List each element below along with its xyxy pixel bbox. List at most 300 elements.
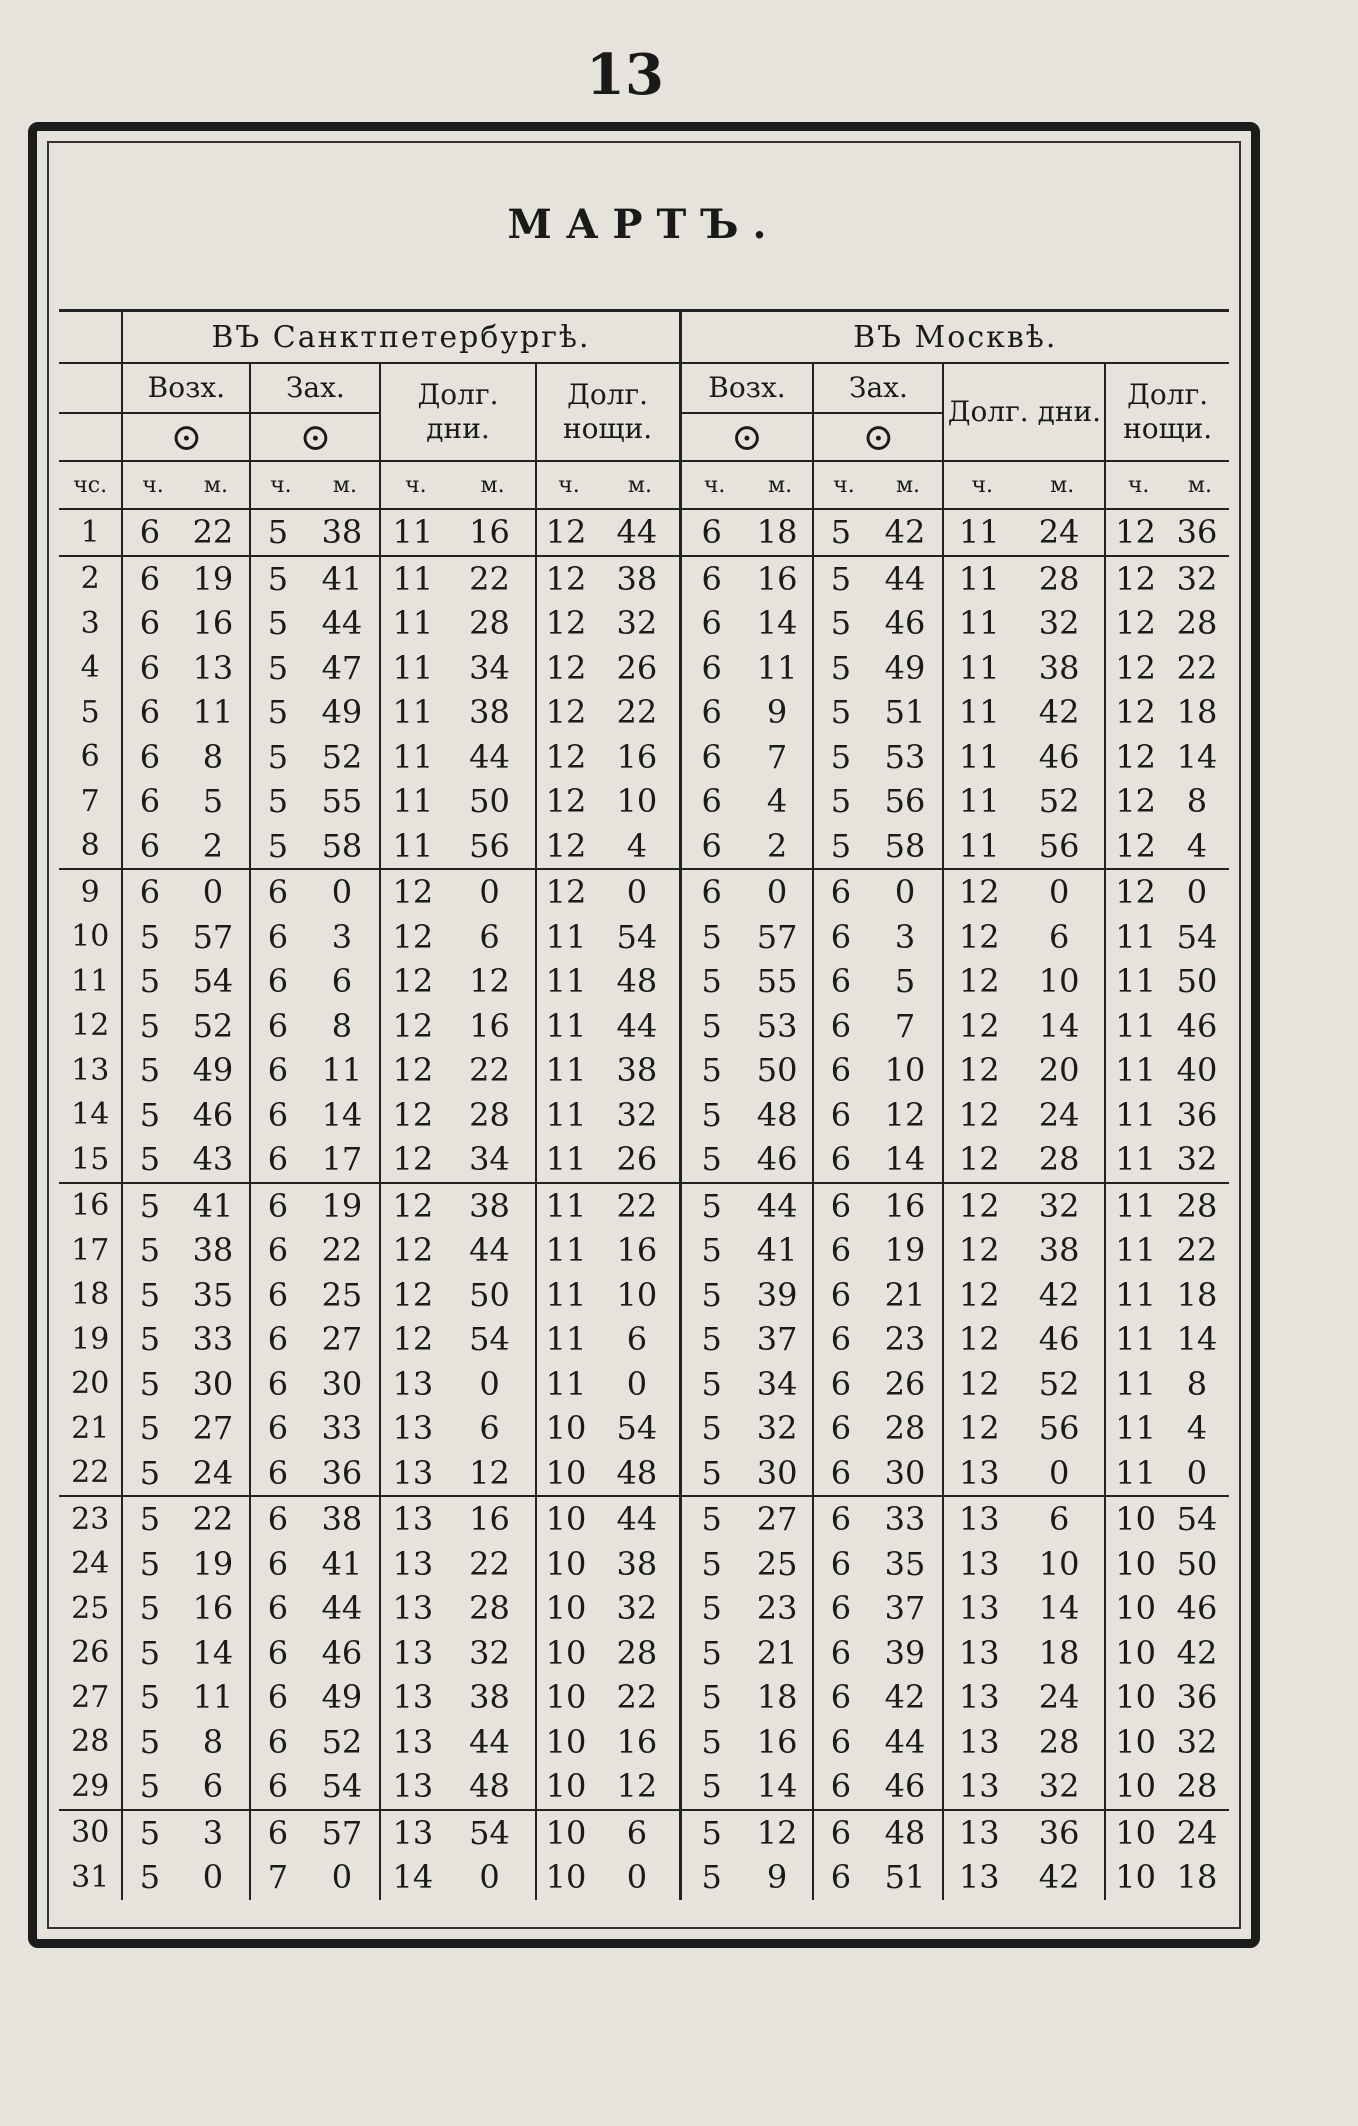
msk-hours: 6 [813, 1317, 873, 1362]
table-row [59, 1004, 1229, 1049]
msk-minutes: 48 [884, 1813, 926, 1852]
spb-minutes: 16 [469, 1500, 510, 1539]
msk-minutes: 35 [884, 1544, 926, 1583]
spb-minutes: 28 [616, 1633, 658, 1672]
msk-hours: 12 [1105, 556, 1171, 602]
msk-minutes: 12 [756, 1813, 798, 1852]
spb-minutes: 8 [202, 737, 224, 776]
msk-hours: 5 [813, 779, 873, 824]
msk-minutes: 37 [884, 1589, 926, 1628]
spb-minutes: 44 [616, 1006, 658, 1045]
spb-minutes: 0 [479, 873, 500, 912]
spb-hours: 11 [536, 1048, 602, 1093]
spb-hours: 11 [380, 646, 450, 691]
day-number: 27 [71, 1679, 110, 1715]
spb-hours: 11 [536, 1273, 602, 1318]
spb-hours: 5 [250, 646, 310, 691]
msk-minutes: 28 [1038, 1722, 1080, 1761]
msk-minutes: 28 [1020, 1137, 1105, 1183]
msk-minutes: 0 [1048, 873, 1070, 912]
msk-hours: 5 [680, 1406, 748, 1451]
spb-minutes: 47 [321, 648, 363, 687]
spb-hours: 10 [536, 1810, 602, 1856]
spb-hours: 6 [250, 1093, 310, 1138]
table-row [59, 556, 1229, 602]
spb-minutes: 54 [469, 1813, 510, 1852]
msk-hours: 11 [1105, 915, 1171, 960]
spb-hours: 5 [122, 1631, 182, 1676]
msk-minutes: 54 [1176, 917, 1218, 956]
msk-hours: 6 [813, 1048, 873, 1093]
spb-hours: 5 [122, 1137, 182, 1183]
table-row [59, 959, 1229, 1004]
spb-hours: 12 [380, 1093, 450, 1138]
spb-minutes: 8 [331, 1006, 353, 1045]
spb-minutes: 19 [192, 1544, 234, 1583]
spb-hours: 12 [536, 601, 602, 646]
spb-hours: 6 [250, 1362, 310, 1407]
spb-hours: 12 [536, 735, 602, 780]
spb-hours: 5 [250, 509, 310, 556]
spb-minutes: 14 [192, 1633, 234, 1672]
msk-hours: 5 [680, 1496, 748, 1542]
spb-minutes: 38 [469, 1186, 510, 1225]
spb-minutes: 35 [192, 1275, 234, 1314]
msk-minutes: 26 [884, 1364, 926, 1403]
unit-hour: ч. [943, 461, 1020, 509]
spb-hours: 11 [380, 601, 450, 646]
msk-minutes: 42 [1038, 693, 1080, 732]
spb-minutes: 32 [616, 1589, 658, 1628]
spb-minutes: 32 [616, 604, 658, 643]
day-number: 8 [59, 824, 122, 870]
spb-hours: 5 [122, 1855, 182, 1900]
spb-minutes: 38 [616, 559, 658, 598]
spb-minutes: 46 [321, 1633, 363, 1672]
msk-minutes: 18 [748, 509, 814, 556]
spb-hours: 6 [122, 735, 182, 780]
unit-hour: ч. [680, 461, 748, 509]
msk-hours: 6 [813, 1093, 873, 1138]
spb-hours: 6 [250, 915, 310, 960]
spb-hours: 12 [536, 779, 602, 824]
msk-hours: 12 [943, 1362, 1020, 1407]
spb-minutes: 3 [331, 917, 353, 956]
day-number: 14 [71, 1097, 110, 1133]
msk-hours: 5 [680, 1137, 748, 1183]
msk-minutes: 30 [874, 1451, 944, 1497]
spb-minutes: 28 [469, 604, 510, 643]
msk-minutes: 24 [1176, 1813, 1218, 1852]
msk-hours: 6 [680, 509, 748, 556]
msk-hours: 6 [813, 1228, 873, 1273]
spb-hours: 5 [122, 1228, 182, 1273]
msk-hours: 11 [1105, 1137, 1171, 1183]
spb-minutes: 22 [469, 1544, 510, 1583]
msk-minutes: 14 [1038, 1589, 1080, 1628]
msk-hours: 12 [943, 959, 1020, 1004]
spb-hours: 6 [122, 646, 182, 691]
msk-minutes: 41 [756, 1231, 798, 1270]
msk-minutes: 9 [766, 693, 788, 732]
msk-hours: 6 [813, 1406, 873, 1451]
spb-hours: 6 [250, 1317, 310, 1362]
msk-minutes: 42 [1038, 1275, 1080, 1314]
msk-minutes: 14 [748, 1764, 814, 1810]
msk-minutes: 14 [1176, 1320, 1218, 1359]
unit-hour: ч. [813, 461, 873, 509]
msk-minutes: 56 [1020, 824, 1105, 870]
spb-minutes: 12 [450, 1451, 535, 1497]
msk-hours: 11 [1105, 1317, 1171, 1362]
msk-hours: 11 [1105, 1228, 1171, 1273]
spb-minutes: 56 [450, 824, 535, 870]
msk-hours: 6 [813, 1451, 873, 1497]
msk-hours: 11 [943, 509, 1020, 556]
unit-minute: м. [183, 461, 251, 509]
msk-minutes: 46 [748, 1137, 814, 1183]
msk-minutes: 51 [884, 1858, 926, 1897]
msk-minutes: 10 [1038, 1544, 1080, 1583]
spb-hours: 6 [250, 1764, 310, 1810]
msk-hours: 5 [680, 1675, 748, 1720]
spb-minutes: 44 [469, 1231, 510, 1270]
msk-hours: 6 [813, 1183, 873, 1229]
msk-minutes: 18 [1038, 1633, 1080, 1672]
msk-minutes: 56 [1038, 1409, 1080, 1448]
spb-minutes: 34 [469, 648, 510, 687]
spb-minutes: 28 [469, 1589, 510, 1628]
spb-minutes: 43 [183, 1137, 251, 1183]
spb-minutes: 26 [616, 648, 658, 687]
spb-minutes: 46 [192, 1095, 234, 1134]
spb-minutes: 0 [626, 1364, 648, 1403]
spb-minutes: 6 [183, 1764, 251, 1810]
table-row [59, 1542, 1229, 1587]
msk-minutes: 21 [756, 1633, 798, 1672]
spb-hours: 12 [380, 1004, 450, 1049]
msk-minutes: 7 [766, 737, 788, 776]
msk-hours: 5 [813, 690, 873, 735]
spb-minutes: 44 [321, 604, 363, 643]
day-number: 9 [80, 874, 100, 910]
day-number: 13 [71, 1052, 110, 1088]
msk-minutes: 46 [884, 604, 926, 643]
msk-hours: 11 [1105, 1273, 1171, 1318]
msk-hours: 11 [1105, 1451, 1171, 1497]
spb-minutes: 22 [192, 1500, 234, 1539]
msk-hours: 11 [1105, 1183, 1171, 1229]
spb-minutes: 57 [192, 917, 234, 956]
msk-hours: 11 [943, 646, 1020, 691]
msk-minutes: 4 [1171, 824, 1229, 870]
day-number: 11 [71, 963, 110, 999]
spb-minutes: 19 [192, 559, 234, 598]
msk-hours: 6 [813, 1137, 873, 1183]
spb-hours: 6 [250, 1675, 310, 1720]
spb-minutes: 11 [321, 1051, 363, 1090]
spb-hours: 11 [536, 959, 602, 1004]
spb-hours: 6 [250, 1631, 310, 1676]
table-row [59, 869, 1229, 915]
spb-minutes: 34 [450, 1137, 535, 1183]
spb-hours: 6 [250, 1004, 310, 1049]
msk-minutes: 0 [1020, 1451, 1105, 1497]
spb-minutes: 48 [616, 962, 658, 1001]
msk-hours: 10 [1105, 1675, 1171, 1720]
msk-minutes: 24 [1020, 509, 1105, 556]
msk-hours: 10 [1105, 1810, 1171, 1856]
spb-hours: 6 [250, 1137, 310, 1183]
spb-hours: 12 [380, 869, 450, 915]
msk-hours: 12 [943, 1048, 1020, 1093]
spb-hours: 6 [122, 690, 182, 735]
msk-hours: 13 [943, 1764, 1020, 1810]
spb-minutes: 0 [331, 1858, 353, 1897]
msk-minutes: 42 [874, 509, 944, 556]
spb-hours: 11 [536, 1093, 602, 1138]
spb-minutes: 38 [192, 1231, 234, 1270]
table-row [59, 646, 1229, 691]
msk-hours: 5 [813, 601, 873, 646]
msk-minutes: 18 [1176, 1275, 1218, 1314]
spb-hours: 6 [250, 1586, 310, 1631]
spb-hours: 12 [380, 1273, 450, 1318]
msk-minutes: 22 [1176, 1231, 1218, 1270]
table-row [59, 1317, 1229, 1362]
msk-minutes: 8 [1186, 1364, 1208, 1403]
msk-minutes: 20 [1038, 1051, 1080, 1090]
spb-hours: 12 [536, 869, 602, 915]
day-number: 6 [80, 739, 100, 775]
spb-minutes: 16 [616, 737, 658, 776]
spb-minutes: 12 [601, 1764, 680, 1810]
spb-hours: 13 [380, 1675, 450, 1720]
spb-hours: 13 [380, 1810, 450, 1856]
spb-minutes: 25 [321, 1275, 363, 1314]
msk-hours: 13 [943, 1586, 1020, 1631]
spb-hours: 11 [380, 690, 450, 735]
spb-minutes: 27 [192, 1409, 234, 1448]
spb-minutes: 32 [469, 1633, 510, 1672]
spb-hours: 13 [380, 1586, 450, 1631]
msk-hours: 11 [1105, 1048, 1171, 1093]
msk-hours: 5 [680, 915, 748, 960]
spb-minutes: 5 [202, 782, 224, 821]
msk-minutes: 42 [1176, 1633, 1218, 1672]
msk-hours: 12 [943, 1183, 1020, 1229]
day-number: 1 [59, 509, 122, 556]
msk-hours: 5 [680, 1228, 748, 1273]
spb-hours: 5 [122, 1720, 182, 1765]
spb-minutes: 0 [202, 1858, 224, 1897]
spb-set-header: Зах. [250, 363, 380, 413]
table-row [59, 1137, 1229, 1183]
spb-hours: 13 [380, 1542, 450, 1587]
spb-hours: 11 [536, 1137, 602, 1183]
spb-hours: 6 [250, 1451, 310, 1497]
spb-hours: 5 [122, 1764, 182, 1810]
msk-hours: 5 [813, 509, 873, 556]
msk-minutes: 42 [884, 1678, 926, 1717]
spb-hours: 10 [536, 1720, 602, 1765]
msk-hours: 6 [813, 1810, 873, 1856]
spb-minutes: 16 [192, 1589, 234, 1628]
unit-minute: м. [748, 461, 814, 509]
spb-hours: 5 [122, 1093, 182, 1138]
msk-minutes: 18 [1176, 693, 1218, 732]
msk-hours: 5 [813, 824, 873, 870]
spb-minutes: 22 [616, 693, 658, 732]
day-number: 20 [71, 1366, 110, 1402]
msk-hours: 5 [813, 646, 873, 691]
day-number: 3 [80, 605, 100, 641]
msk-minutes: 25 [756, 1544, 798, 1583]
msk-hours: 6 [813, 1542, 873, 1587]
msk-minutes: 32 [756, 1409, 798, 1448]
msk-minutes: 33 [884, 1500, 926, 1539]
msk-minutes: 40 [1176, 1051, 1218, 1090]
msk-hours: 13 [943, 1451, 1020, 1497]
msk-hours: 5 [680, 1362, 748, 1407]
spb-hours: 5 [122, 1004, 182, 1049]
msk-hours: 12 [1105, 824, 1171, 870]
day-number: 28 [71, 1724, 110, 1760]
msk-hours: 11 [943, 735, 1020, 780]
spb-minutes: 30 [192, 1364, 234, 1403]
spb-minutes: 54 [192, 962, 234, 1001]
day-number: 23 [71, 1501, 110, 1537]
msk-minutes: 3 [894, 917, 916, 956]
day-number: 17 [71, 1232, 110, 1268]
msk-hours: 5 [680, 1631, 748, 1676]
spb-rise-header: Возх. [122, 363, 250, 413]
msk-minutes: 39 [756, 1275, 798, 1314]
spb-minutes: 57 [321, 1813, 363, 1852]
msk-minutes: 23 [756, 1589, 798, 1628]
table-row [59, 1764, 1229, 1810]
msk-minutes: 0 [894, 873, 916, 912]
msk-hours: 10 [1105, 1855, 1171, 1900]
msk-hours: 13 [943, 1720, 1020, 1765]
msk-hours: 13 [943, 1496, 1020, 1542]
spb-minutes: 0 [479, 1364, 500, 1403]
msk-hours: 12 [943, 1317, 1020, 1362]
msk-hours: 12 [943, 1004, 1020, 1049]
msk-minutes: 38 [1038, 1231, 1080, 1270]
msk-hours: 11 [1105, 1093, 1171, 1138]
msk-hours: 6 [813, 1720, 873, 1765]
table-row [59, 1586, 1229, 1631]
spb-day-length-header: Долг. дни. [380, 363, 535, 461]
msk-hours: 6 [813, 959, 873, 1004]
msk-minutes: 36 [1176, 1678, 1218, 1717]
unit-hour: ч. [536, 461, 602, 509]
table-row [59, 1720, 1229, 1765]
msk-hours: 10 [1105, 1631, 1171, 1676]
msk-hours: 10 [1105, 1542, 1171, 1587]
msk-minutes: 16 [756, 1722, 798, 1761]
msk-hours: 5 [680, 1451, 748, 1497]
sun-icon: ⊙ [680, 413, 813, 461]
msk-hours: 13 [943, 1675, 1020, 1720]
day-number: 29 [59, 1764, 122, 1810]
msk-hours: 12 [943, 869, 1020, 915]
table-row [59, 1093, 1229, 1138]
day-number: 31 [71, 1859, 110, 1895]
msk-minutes: 32 [1038, 1186, 1080, 1225]
spb-hours: 11 [536, 915, 602, 960]
spb-hours: 10 [536, 1406, 602, 1451]
msk-minutes: 30 [748, 1451, 814, 1497]
table-row [59, 1451, 1229, 1497]
spb-minutes: 22 [469, 559, 510, 598]
msk-hours: 11 [1105, 1362, 1171, 1407]
spb-minutes: 13 [192, 648, 234, 687]
table-row [59, 1496, 1229, 1542]
spb-minutes: 6 [626, 1320, 648, 1359]
msk-hours: 11 [943, 690, 1020, 735]
msk-hours: 6 [680, 646, 748, 691]
table-row [59, 1228, 1229, 1273]
msk-hours: 5 [680, 1183, 748, 1229]
spb-hours: 14 [380, 1855, 450, 1900]
spb-minutes: 10 [616, 782, 658, 821]
spb-minutes: 52 [321, 737, 363, 776]
spb-minutes: 14 [321, 1095, 363, 1134]
msk-minutes: 32 [1020, 1764, 1105, 1810]
spb-hours: 5 [122, 1362, 182, 1407]
msk-hours: 13 [943, 1631, 1020, 1676]
spb-hours: 6 [250, 1273, 310, 1318]
spb-hours: 5 [122, 1586, 182, 1631]
msk-minutes: 0 [766, 873, 788, 912]
spb-minutes: 11 [192, 1678, 234, 1717]
spb-hours: 6 [250, 1542, 310, 1587]
msk-night-length-header: Долг. нощи. [1105, 363, 1229, 461]
table-row [59, 1183, 1229, 1229]
sun-table [59, 309, 1229, 1900]
msk-minutes: 6 [1048, 1500, 1070, 1539]
spb-minutes: 3 [202, 1813, 224, 1852]
msk-minutes: 52 [1038, 782, 1080, 821]
spb-minutes: 38 [321, 1500, 363, 1539]
msk-minutes: 28 [1176, 1186, 1218, 1225]
spb-hours: 12 [536, 556, 602, 602]
spb-minutes: 2 [183, 824, 251, 870]
spb-night-length-header: Долг. нощи. [536, 363, 680, 461]
msk-hours: 5 [813, 556, 873, 602]
spb-minutes: 38 [310, 509, 380, 556]
table-row [59, 779, 1229, 824]
msk-minutes: 58 [874, 824, 944, 870]
spb-minutes: 22 [616, 1678, 658, 1717]
spb-minutes: 41 [321, 1544, 363, 1583]
spb-minutes: 12 [469, 962, 510, 1001]
msk-minutes: 36 [1038, 1813, 1080, 1852]
spb-minutes: 44 [321, 1589, 363, 1628]
msk-minutes: 32 [1171, 1137, 1229, 1183]
day-number: 7 [80, 783, 100, 819]
spb-hours: 6 [122, 869, 182, 915]
msk-hours: 12 [1105, 646, 1171, 691]
msk-minutes: 32 [1176, 559, 1218, 598]
table-row [59, 690, 1229, 735]
spb-hours: 5 [122, 1406, 182, 1451]
spb-minutes: 11 [192, 693, 234, 732]
spb-hours: 13 [380, 1631, 450, 1676]
month-title: МАРТЪ. [507, 201, 781, 248]
